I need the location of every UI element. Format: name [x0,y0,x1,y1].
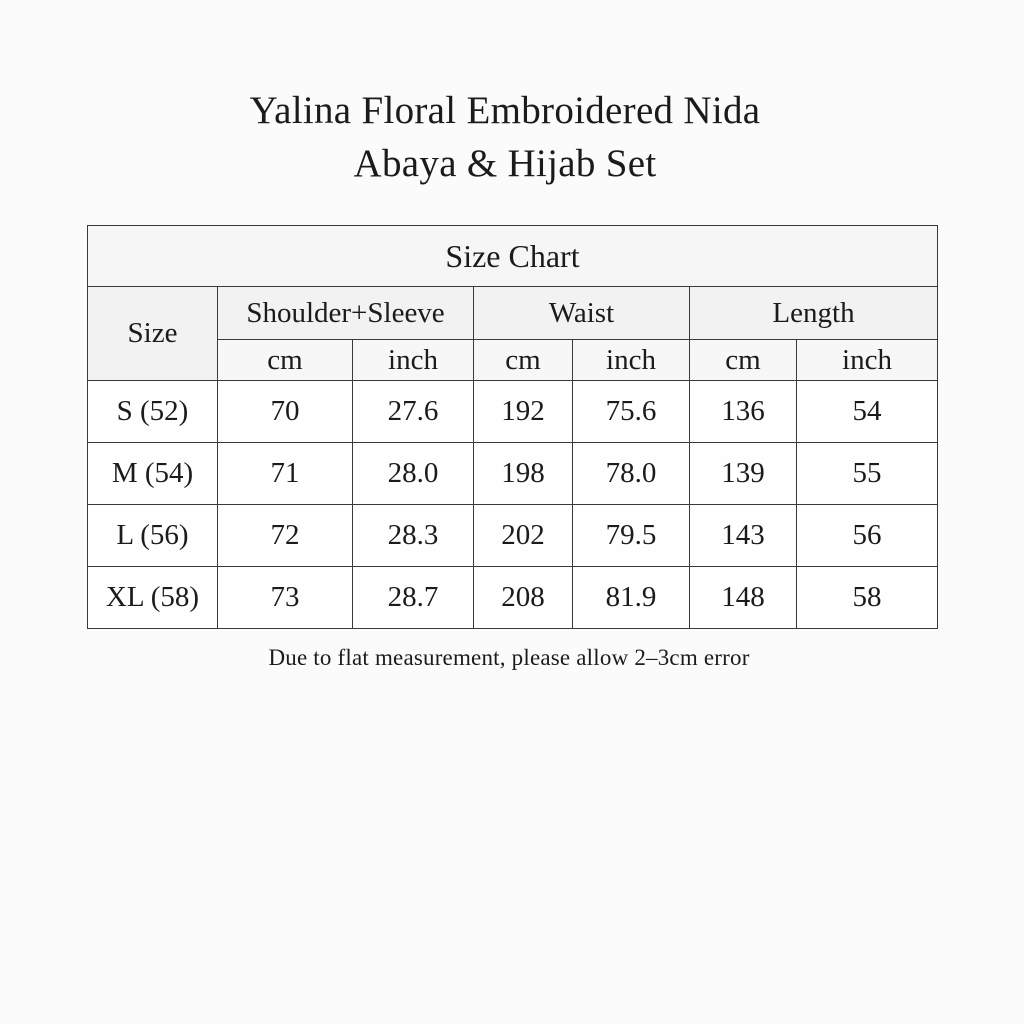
title-line-2: Abaya & Hijab Set [353,142,657,185]
title-line-1: Yalina Floral Embroidered Nida [249,89,761,132]
table-cell: 136 [690,381,797,443]
unit-header: inch [353,340,474,381]
table-row [88,567,938,629]
table-cell: 81.9 [573,567,690,629]
table-cell: 28.3 [353,505,474,567]
size-cell: S (52) [88,381,218,443]
table-cell: 71 [218,443,353,505]
table-cell: 58 [797,567,938,629]
table-cell: 143 [690,505,797,567]
group-header-length: Length [690,287,938,340]
table-cell: 75.6 [573,381,690,443]
table-caption: Size Chart [88,226,938,287]
size-column-header: Size [88,287,218,381]
group-header-shoulder-sleeve: Shoulder+Sleeve [218,287,474,340]
size-cell: M (54) [88,443,218,505]
group-header-waist: Waist [474,287,690,340]
table-cell: 79.5 [573,505,690,567]
table-cell: 78.0 [573,443,690,505]
unit-header: inch [573,340,690,381]
table-row [88,505,938,567]
unit-header: cm [474,340,573,381]
table-cell: 148 [690,567,797,629]
table-cell: 27.6 [353,381,474,443]
unit-header: cm [690,340,797,381]
table-row [88,443,938,505]
table-row [88,381,938,443]
unit-header: inch [797,340,938,381]
size-cell: XL (58) [88,567,218,629]
table-cell: 198 [474,443,573,505]
table-cell: 28.7 [353,567,474,629]
table-cell: 208 [474,567,573,629]
size-cell: L (56) [88,505,218,567]
table-cell: 73 [218,567,353,629]
table-cell: 56 [797,505,938,567]
table-cell: 202 [474,505,573,567]
table-cell: 70 [218,381,353,443]
table-cell: 28.0 [353,443,474,505]
size-chart-table [87,225,938,629]
table-cell: 54 [797,381,938,443]
table-cell: 72 [218,505,353,567]
measurement-note: Due to flat measurement, please allow 2–3cm error [268,645,750,670]
table-cell: 192 [474,381,573,443]
table-cell: 55 [797,443,938,505]
unit-header: cm [218,340,353,381]
table-cell: 139 [690,443,797,505]
page-title [0,84,1010,190]
